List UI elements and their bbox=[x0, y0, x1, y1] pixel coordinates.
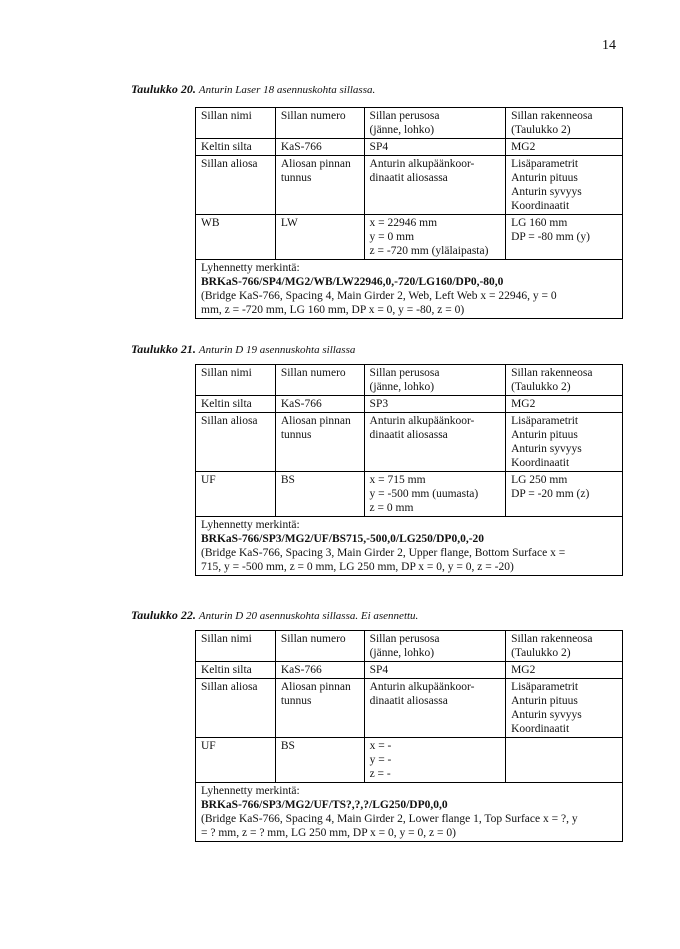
sensor-table bbox=[195, 364, 623, 576]
table-cell: MG2 bbox=[506, 139, 623, 156]
cell-line: y = - bbox=[369, 754, 392, 766]
cell-line: z = 0 mm bbox=[369, 502, 414, 514]
cell-line: Anturin pituus bbox=[511, 695, 578, 707]
table-cell: Sillan numero bbox=[275, 108, 364, 139]
table-row bbox=[196, 396, 623, 413]
table-cell: LW bbox=[275, 215, 364, 260]
cell-line: tunnus bbox=[280, 429, 312, 441]
table-cell: Sillan aliosa bbox=[196, 156, 276, 215]
table-cell bbox=[275, 679, 364, 738]
cell-line: y = 0 mm bbox=[369, 231, 415, 243]
table-cell bbox=[506, 156, 623, 215]
table-row bbox=[196, 139, 623, 156]
cell-line: Koordinaatit bbox=[511, 723, 570, 735]
table-cell bbox=[364, 472, 506, 517]
table-cell bbox=[364, 631, 506, 662]
table-cell bbox=[506, 108, 623, 139]
table-row bbox=[196, 517, 623, 576]
cell-line: (Taulukko 2) bbox=[511, 381, 571, 393]
table-row bbox=[196, 108, 623, 139]
caption-text: Anturin Laser 18 asennuskohta sillassa. bbox=[198, 84, 376, 96]
short-notation-code: BRKaS-766/SP3/MG2/UF/BS715,-500,0/LG250/DP0,0,-20 bbox=[201, 533, 485, 545]
short-notation-explanation: (Bridge KaS-766, Spacing 3, Main Girder 2, Upper flange, Bottom Surface x = bbox=[201, 547, 566, 559]
table-cell bbox=[506, 631, 623, 662]
table-row bbox=[196, 260, 623, 319]
cell-line: Anturin pituus bbox=[511, 429, 578, 441]
table-cell bbox=[364, 738, 506, 783]
cell-line: tunnus bbox=[280, 172, 312, 184]
short-notation-explanation: (Bridge KaS-766, Spacing 4, Main Girder 2, Web, Left Web x = 22946, y = 0 bbox=[201, 290, 557, 302]
cell-line: Sillan perusosa bbox=[369, 110, 440, 122]
short-notation-explanation: 715, y = -500 mm, z = 0 mm, LG 250 mm, DP x = 0, y = 0, z = -20) bbox=[201, 561, 514, 573]
table-cell: Sillan numero bbox=[275, 631, 364, 662]
cell-line: DP = -20 mm (z) bbox=[511, 488, 590, 500]
table-row bbox=[196, 472, 623, 517]
table-row bbox=[196, 738, 623, 783]
cell-line: LG 160 mm bbox=[511, 217, 568, 229]
short-notation-explanation: (Bridge KaS-766, Spacing 4, Main Girder 2, Lower flange 1, Top Surface x = ?, y bbox=[201, 813, 578, 825]
table-cell: SP4 bbox=[364, 662, 506, 679]
cell-line: (jänne, lohko) bbox=[369, 381, 435, 393]
cell-line: x = 715 mm bbox=[369, 474, 426, 486]
table-row bbox=[196, 662, 623, 679]
table-cell: BS bbox=[275, 738, 364, 783]
short-notation-cell bbox=[196, 517, 623, 576]
cell-line: Koordinaatit bbox=[511, 200, 570, 212]
caption-text: Anturin D 19 asennuskohta sillassa bbox=[198, 344, 356, 356]
table-cell: WB bbox=[196, 215, 276, 260]
page-number: 14 bbox=[602, 38, 616, 53]
table-row bbox=[196, 365, 623, 396]
table-cell: UF bbox=[196, 738, 276, 783]
table-cell bbox=[364, 365, 506, 396]
cell-line: x = 22946 mm bbox=[369, 217, 438, 229]
table-cell bbox=[364, 413, 506, 472]
table-cell bbox=[506, 738, 623, 783]
table-row bbox=[196, 679, 623, 738]
cell-line: Sillan perusosa bbox=[369, 367, 440, 379]
table-caption bbox=[131, 82, 375, 97]
table-cell bbox=[506, 365, 623, 396]
table-cell: KaS-766 bbox=[275, 396, 364, 413]
table-cell: UF bbox=[196, 472, 276, 517]
cell-line: (Taulukko 2) bbox=[511, 647, 571, 659]
cell-line: Lisäparametrit bbox=[511, 415, 579, 427]
table-caption bbox=[131, 608, 418, 623]
caption-label: Taulukko 20. bbox=[131, 82, 196, 96]
table-cell: SP4 bbox=[364, 139, 506, 156]
table-row bbox=[196, 156, 623, 215]
cell-line: (Taulukko 2) bbox=[511, 124, 571, 136]
cell-line: y = -500 mm (uumasta) bbox=[369, 488, 479, 500]
cell-line: Sillan rakenneosa bbox=[511, 110, 593, 122]
short-notation-label: Lyhennetty merkintä: bbox=[201, 262, 300, 274]
cell-line: dinaatit aliosassa bbox=[369, 695, 448, 707]
table-caption bbox=[131, 342, 355, 357]
table-cell bbox=[364, 156, 506, 215]
caption-text: Anturin D 20 asennuskohta sillassa. Ei asennettu. bbox=[198, 610, 419, 622]
cell-line: Anturin syvyys bbox=[511, 709, 582, 721]
cell-line: Anturin alkupäänkoor- bbox=[369, 415, 475, 427]
cell-line: z = -720 mm (ylälaipasta) bbox=[369, 245, 489, 257]
table-cell bbox=[275, 413, 364, 472]
cell-line: dinaatit aliosassa bbox=[369, 172, 448, 184]
table-cell: Sillan nimi bbox=[196, 108, 276, 139]
table-row bbox=[196, 783, 623, 842]
cell-line: (jänne, lohko) bbox=[369, 647, 435, 659]
table-cell: BS bbox=[275, 472, 364, 517]
sensor-table bbox=[195, 630, 623, 842]
table-cell bbox=[506, 679, 623, 738]
cell-line: Lisäparametrit bbox=[511, 681, 579, 693]
cell-line: x = - bbox=[369, 740, 392, 752]
cell-line: (jänne, lohko) bbox=[369, 124, 435, 136]
short-notation-code: BRKaS-766/SP4/MG2/WB/LW22946,0,-720/LG160/DP0,-80,0 bbox=[201, 276, 504, 288]
table-cell: KaS-766 bbox=[275, 139, 364, 156]
cell-line: LG 250 mm bbox=[511, 474, 568, 486]
short-notation-cell bbox=[196, 260, 623, 319]
table-cell: Keltin silta bbox=[196, 396, 276, 413]
table-cell bbox=[364, 215, 506, 260]
table-cell: SP3 bbox=[364, 396, 506, 413]
caption-label: Taulukko 21. bbox=[131, 342, 196, 356]
short-notation-label: Lyhennetty merkintä: bbox=[201, 519, 300, 531]
table-cell bbox=[275, 156, 364, 215]
table-cell: KaS-766 bbox=[275, 662, 364, 679]
cell-line: Anturin alkupäänkoor- bbox=[369, 158, 475, 170]
table-cell: Sillan aliosa bbox=[196, 679, 276, 738]
short-notation-code: BRKaS-766/SP3/MG2/UF/TS?,?,?/LG250/DP0,0,0 bbox=[201, 799, 448, 811]
table-cell: MG2 bbox=[506, 396, 623, 413]
cell-line: Aliosan pinnan bbox=[280, 158, 351, 170]
cell-line: Anturin syvyys bbox=[511, 443, 582, 455]
cell-line: Lisäparametrit bbox=[511, 158, 579, 170]
short-notation-explanation: mm, z = -720 mm, LG 160 mm, DP x = 0, y = -80, z = 0) bbox=[201, 304, 465, 316]
cell-line: z = - bbox=[369, 768, 391, 780]
cell-line: Sillan rakenneosa bbox=[511, 367, 593, 379]
cell-line: tunnus bbox=[280, 695, 312, 707]
cell-line: DP = -80 mm (y) bbox=[511, 231, 590, 243]
cell-line: Anturin syvyys bbox=[511, 186, 582, 198]
cell-line: Sillan rakenneosa bbox=[511, 633, 593, 645]
table-row bbox=[196, 215, 623, 260]
table-cell: Keltin silta bbox=[196, 662, 276, 679]
cell-line: Aliosan pinnan bbox=[280, 681, 351, 693]
cell-line: Aliosan pinnan bbox=[280, 415, 351, 427]
table-cell: Keltin silta bbox=[196, 139, 276, 156]
cell-line: Anturin pituus bbox=[511, 172, 578, 184]
table-row bbox=[196, 631, 623, 662]
cell-line: Sillan perusosa bbox=[369, 633, 440, 645]
short-notation-label: Lyhennetty merkintä: bbox=[201, 785, 300, 797]
cell-line: Anturin alkupäänkoor- bbox=[369, 681, 475, 693]
table-cell: Sillan aliosa bbox=[196, 413, 276, 472]
cell-line: dinaatit aliosassa bbox=[369, 429, 448, 441]
table-cell bbox=[364, 679, 506, 738]
table-row bbox=[196, 413, 623, 472]
table-cell: Sillan numero bbox=[275, 365, 364, 396]
sensor-table bbox=[195, 107, 623, 319]
table-cell: MG2 bbox=[506, 662, 623, 679]
table-cell bbox=[506, 472, 623, 517]
short-notation-cell bbox=[196, 783, 623, 842]
short-notation-explanation: = ? mm, z = ? mm, LG 250 mm, DP x = 0, y = 0, z = 0) bbox=[201, 827, 456, 839]
table-cell: Sillan nimi bbox=[196, 631, 276, 662]
cell-line: Koordinaatit bbox=[511, 457, 570, 469]
table-cell bbox=[506, 215, 623, 260]
table-cell: Sillan nimi bbox=[196, 365, 276, 396]
table-cell bbox=[364, 108, 506, 139]
table-cell bbox=[506, 413, 623, 472]
caption-label: Taulukko 22. bbox=[131, 608, 196, 622]
